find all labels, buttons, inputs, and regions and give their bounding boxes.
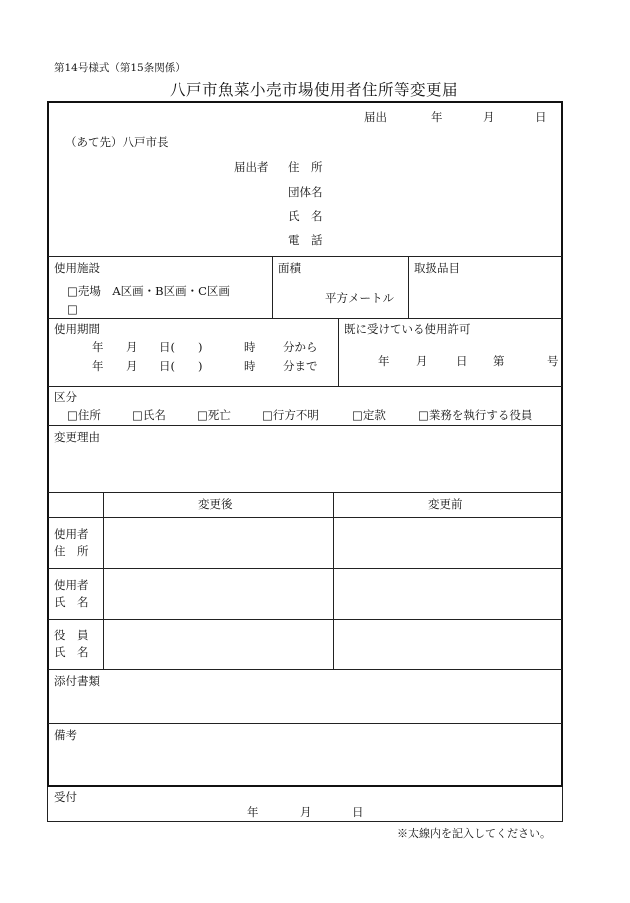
divider-permit-left: [338, 318, 339, 386]
divider-facility: [48, 318, 562, 319]
footnote: ※太線内を記入してください。: [397, 827, 551, 840]
attachments-label: 添付書類: [54, 674, 100, 688]
reception-label: 受付: [54, 790, 77, 804]
reception-month: 月: [300, 805, 312, 819]
applicant-phone-label: 電 話: [288, 233, 323, 247]
form-number: 第14号様式（第15条関係）: [54, 62, 186, 74]
addressee: （あて先）八戸市長: [65, 135, 169, 149]
category-option-death: □死亡: [197, 408, 231, 422]
divider-items-left: [408, 256, 409, 318]
reason-label: 変更理由: [54, 430, 100, 444]
period-end-day: 日( ): [159, 359, 203, 373]
permit-year: 年: [378, 354, 390, 368]
divider-table-label: [103, 492, 104, 669]
divider-row1: [48, 568, 562, 569]
table-header-before: 変更前: [428, 497, 463, 511]
divider-table-middle: [333, 492, 334, 669]
table-header-after: 変更後: [198, 497, 233, 511]
facility-label: 使用施設: [54, 261, 100, 275]
divider-period: [48, 386, 562, 387]
area-unit: 平方メートル: [325, 291, 394, 305]
applicant-group-label: 団体名: [288, 185, 323, 199]
category-option-address: □住所: [67, 408, 101, 422]
permit-label: 既に受けている使用許可: [344, 322, 471, 336]
period-start-year: 年: [92, 340, 104, 354]
reception-day: 日: [352, 805, 364, 819]
period-end-hour: 時: [244, 359, 256, 373]
facility-option-other: □: [67, 302, 78, 316]
row-user-address-line2: 住 所: [54, 544, 89, 558]
permit-month: 月: [416, 354, 428, 368]
remarks-label: 備考: [54, 728, 77, 742]
row-user-name-line1: 使用者: [54, 578, 89, 592]
period-start-month: 月: [126, 340, 138, 354]
divider-category: [48, 425, 562, 426]
category-option-missing: □行方不明: [262, 408, 319, 422]
todoke-year: 年: [431, 110, 443, 124]
category-option-officer: □業務を執行する役員: [418, 408, 533, 422]
period-start-hour: 時: [244, 340, 256, 354]
permit-day: 日: [456, 354, 468, 368]
todoke-day: 日: [535, 110, 547, 124]
todoke-month: 月: [483, 110, 495, 124]
period-start-minute: 分から: [283, 340, 318, 354]
row-officer-name-line2: 氏 名: [54, 645, 89, 659]
period-end-year: 年: [92, 359, 104, 373]
applicant-label: 届出者: [234, 160, 269, 174]
permit-number-go: 号: [547, 354, 559, 368]
permit-number-dai: 第: [493, 354, 505, 368]
applicant-address-label: 住 所: [288, 160, 323, 174]
category-option-articles: □定款: [352, 408, 386, 422]
row-officer-name-line1: 役 員: [54, 628, 89, 642]
divider-attachments: [48, 723, 562, 724]
divider-table-header: [48, 517, 562, 518]
period-label: 使用期間: [54, 322, 100, 336]
period-end-minute: 分まで: [283, 359, 318, 373]
applicant-name-label: 氏 名: [288, 209, 323, 223]
form-title: 八戸市魚菜小売市場使用者住所等変更届: [170, 81, 459, 99]
todoke-label: 届出: [364, 110, 387, 124]
divider-row2: [48, 619, 562, 620]
facility-option-market: □売場 A区画・B区画・C区画: [67, 284, 230, 298]
period-end-month: 月: [126, 359, 138, 373]
divider-row3: [48, 669, 562, 670]
form-main-frame: [47, 101, 563, 787]
row-user-name-line2: 氏 名: [54, 595, 89, 609]
area-label: 面積: [278, 261, 301, 275]
category-option-name: □氏名: [132, 408, 166, 422]
period-start-day: 日( ): [159, 340, 203, 354]
divider-area-left: [272, 256, 273, 318]
reception-year: 年: [247, 805, 259, 819]
divider-applicant: [48, 256, 562, 257]
divider-reason: [48, 492, 562, 493]
category-label: 区分: [54, 390, 77, 404]
items-label: 取扱品目: [414, 261, 460, 275]
row-user-address-line1: 使用者: [54, 527, 89, 541]
